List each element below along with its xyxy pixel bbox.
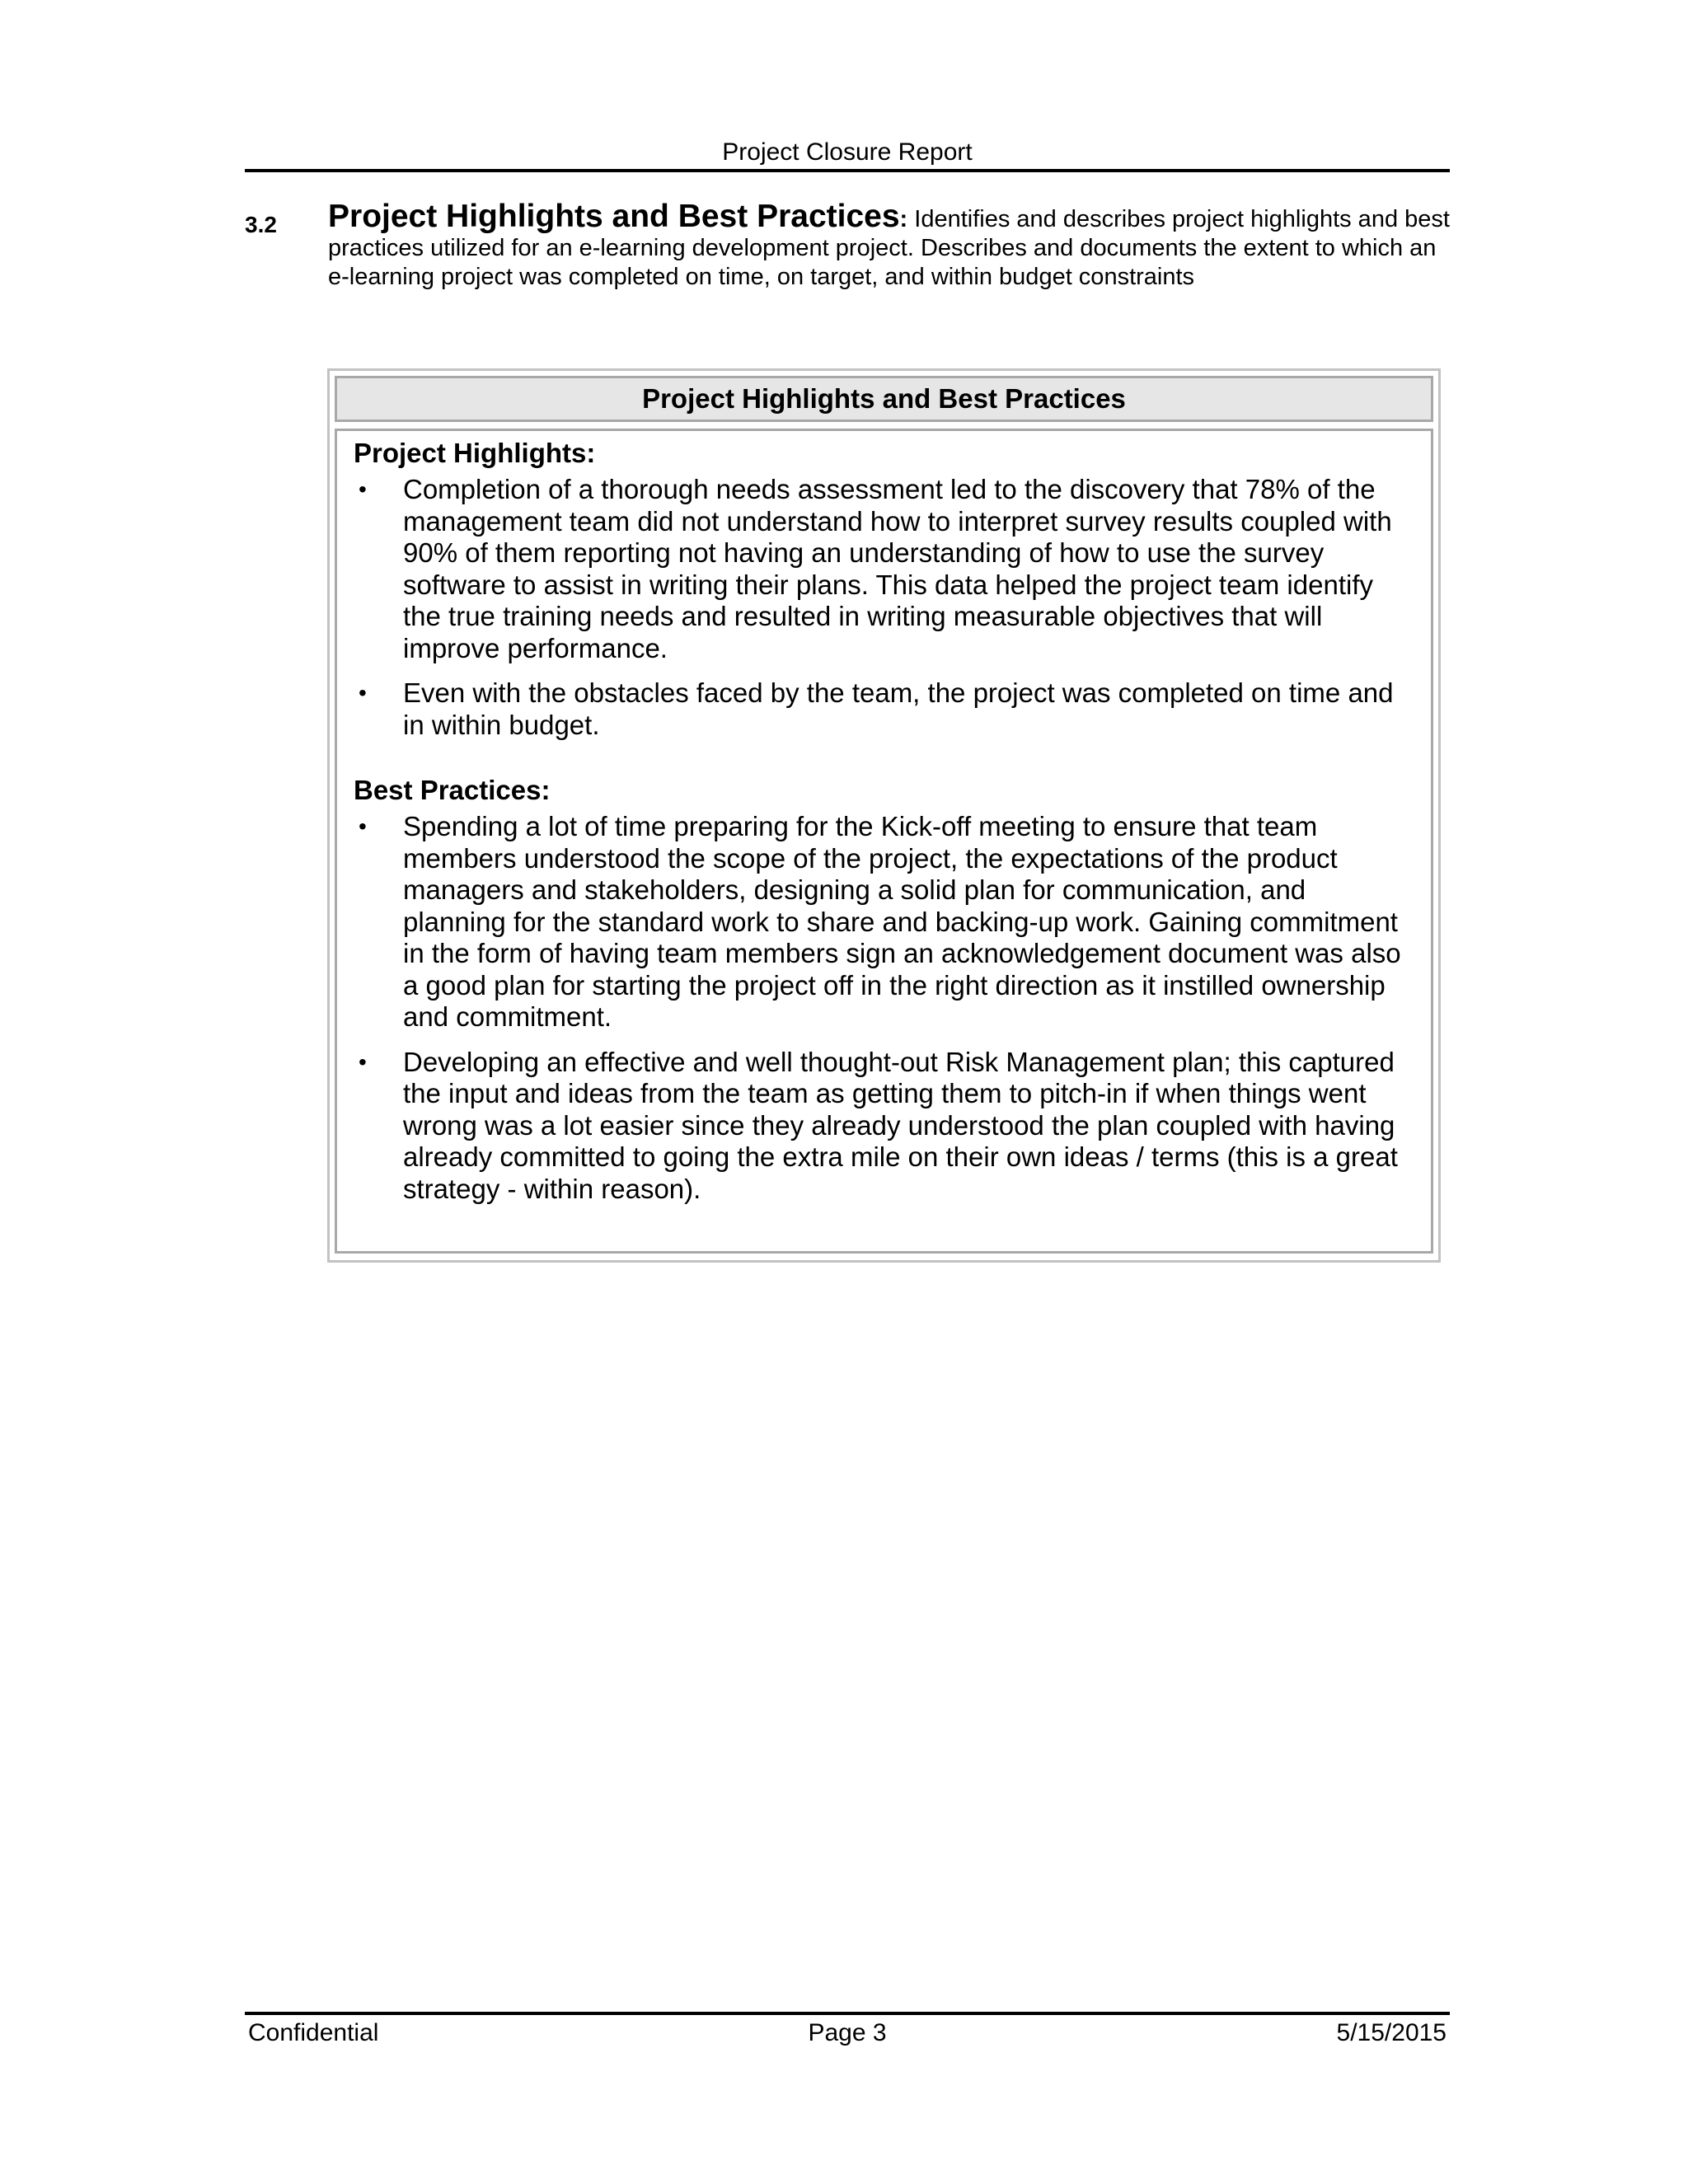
bullet-icon: •	[359, 476, 367, 502]
bullet-icon: •	[359, 680, 367, 705]
highlights-table	[327, 368, 1441, 1263]
section-intro	[328, 199, 1450, 292]
table-title: Project Highlights and Best Practices	[642, 383, 1126, 414]
bullet-icon: •	[359, 1048, 367, 1075]
table-header	[335, 376, 1433, 422]
best-practices-heading: Best Practices:	[354, 775, 551, 805]
page-footer	[245, 2012, 1450, 2048]
footer-page-number: Page 3	[808, 2019, 887, 2046]
list-item-text: Completion of a thorough needs assessment led to the discovery that 78% of the management team did not understand how to interpret survey results coupled with 90% of them reporting not having an understanding of how to use the survey software to assist in writing their plans. This data helped the project team identify the true training needs and resulted in writing measurable objectives that will improve performance.	[403, 474, 1392, 663]
section-number: 3.2	[245, 212, 277, 237]
table-body	[335, 429, 1433, 1254]
list-item	[354, 811, 1414, 1033]
footer-date: 5/15/2015	[1336, 2019, 1447, 2046]
list-item	[354, 677, 1414, 741]
page-header	[245, 136, 1450, 172]
section-title: Project Highlights and Best Practices	[328, 199, 900, 234]
header-title: Project Closure Report	[722, 138, 973, 166]
section-3-2	[245, 199, 1450, 292]
bullet-icon: •	[359, 813, 367, 839]
list-item-text: Even with the obstacles faced by the team, the project was completed on time and in within budget.	[403, 677, 1394, 740]
list-item-text: Developing an effective and well thought-out Risk Management plan; this captured the input and ideas from the team as getting them to pitch-in if when things went wrong was a lot easier since they already understood the plan coupled with having already committed to going the extra mile on their own ideas / terms (this is a great strategy - within reason).	[403, 1046, 1398, 1204]
highlights-heading: Project Highlights:	[354, 438, 596, 468]
highlights-list	[354, 474, 1414, 741]
list-item	[354, 1047, 1414, 1206]
best-practices-list	[354, 811, 1414, 1205]
section-title-colon: :	[899, 206, 908, 232]
list-item	[354, 474, 1414, 664]
footer-confidential: Confidential	[248, 2019, 379, 2046]
section-description: Identifies and describes project highlights and best practices utilized for an e-learning development project. Describes and documents the extent to which an e-learning project was completed on time, on target, and within budget constraints	[328, 206, 1450, 290]
list-item-text: Spending a lot of time preparing for the Kick-off meeting to ensure that team members understood the scope of the project, the expectations of the product managers and stakeholders, designing a solid plan for communication, and planning for the standard work to share and backing-up work. Gaining commitment in the form of having team members sign an acknowledgement document was also a good plan for starting the project off in the right direction as it instilled ownership and commitment.	[403, 811, 1401, 1032]
